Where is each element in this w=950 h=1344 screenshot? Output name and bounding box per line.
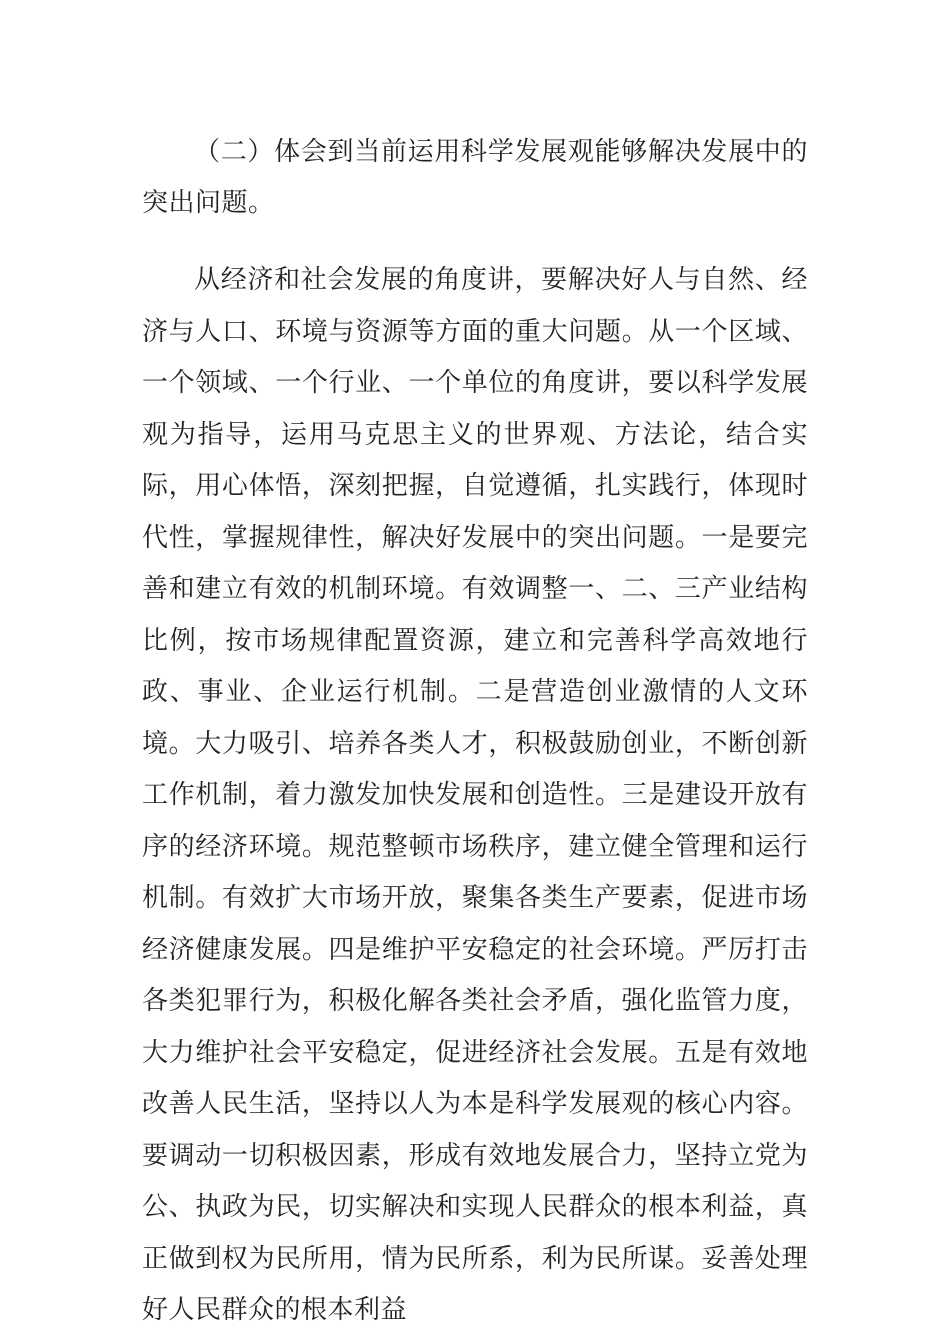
body-paragraph: 从经济和社会发展的角度讲，要解决好人与自然、经济与人口、环境与资源等方面的重大问题。从一个区域、一个领域、一个行业、一个单位的角度讲，要以科学发展观为指导，运用马克思主义的世界观、方法论，结合实际，用心体悟，深刻把握，自觉遵循，扎实践行，体现时代性，掌握规律性，解决好发展中的突出问题。一是要完善和建立有效的机制环境。有效调整一、二、三产业结构比例，按市场规律配置资源，建立和完善科学高效地行政、事业、企业运行机制。二是营造创业激情的人文环境。大力吸引、培养各类人才，积极鼓励创业，不断创新工作机制，着力激发加快发展和创造性。三是建设开放有序的经济环境。规范整顿市场秩序，建立健全管理和运行机制。有效扩大市场开放，聚集各类生产要素，促进市场经济健康发展。四是维护平安稳定的社会环境。严厉打击各类犯罪行为，积极化解各类社会矛盾，强化监管力度，大力维护社会平安稳定，促进经济社会发展。五是有效地改善人民生活，坚持以人为本是科学发展观的核心内容。要调动一切积极因素，形成有效地发展合力，坚持立党为公、执政为民，切实解决和实现人民群众的根本利益，真正做到权为民所用，情为民所系，利为民所谋。妥善处理好人民群众的根本利益 [142, 265, 808, 1325]
section-heading: （二）体会到当前运用科学发展观能够解决发展中的突出问题。 [142, 137, 808, 218]
document-content [142, 127, 808, 1337]
